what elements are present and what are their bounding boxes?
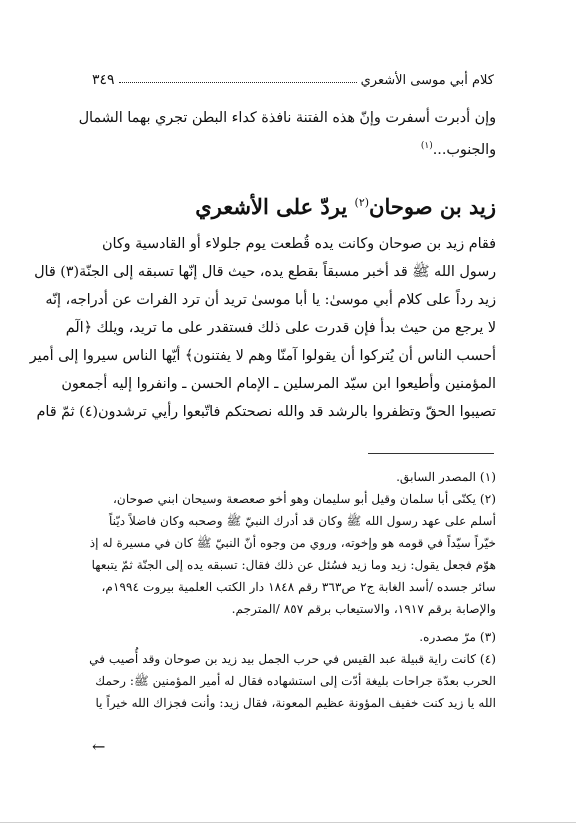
footnote-line: (٤) كانت راية قبيلة عبد القيس في حرب الجمل بيد زيد بن صوحان وقد أُصيب في (89, 652, 496, 666)
intro-line (92, 132, 496, 164)
paragraph-line: أحسب الناس أن يُتركوا أن يقولوا آمنّا وهم لا يفتنون﴾ أيّها الناس سيروا إلى أمير (29, 347, 496, 364)
dot-leader (119, 82, 357, 83)
page-number: ٣٤٩ (92, 72, 115, 88)
paragraph-line: فقام زيد بن صوحان وكانت يده قُطعت يوم جلولاء أو القادسية وكان (101, 235, 496, 252)
footnote (92, 626, 496, 648)
footnote-ref: (١) (420, 141, 433, 151)
main-text (29, 104, 496, 426)
chapter-title-part: زيد بن صوحان (369, 193, 496, 219)
footnote-line: خيّراً سيّداً في قومه هو وإخوته، وروي من وجوه أنّ النبيّ ﷺ كان في مسيرة له إذ (89, 536, 496, 550)
paragraph-line: تصيبوا الحقّ وتظفروا بالرشد قد والله نصحتكم فاتّبعوا رأيي ترشدون(٤) ثمّ قام (36, 403, 496, 420)
footnote (89, 648, 496, 714)
footnote-line: هوّم فجعل يقول: زيد وما زيد فسُئل عن ذلك فقال: تسبقه يده إلى الجنّة ثمّ يتبعها (91, 558, 496, 572)
chapter-title-part: يردّ على الأشعري (195, 193, 355, 219)
intro-line-text: والجنوب... (432, 141, 496, 158)
continuation-arrow-icon: ← (92, 737, 106, 756)
intro-line: وإن أدبرت أسفرت وإنّ هذه الفتنة نافذة كداء البطن تجري بهما الشمال (78, 110, 496, 126)
footnotes (89, 466, 496, 714)
running-head-title: كلام أبي موسى الأشعري (360, 73, 494, 88)
paragraph (29, 230, 496, 426)
paragraph-line: لا يرجع من حيث بدأ فإن قدرت على ذلك فستقدر على ما تريد، ويلك ﴿الٓم (65, 319, 496, 336)
footnote (89, 488, 496, 620)
chapter-title (92, 186, 496, 224)
footnote-line: الحرب بعدّة جراحات بليغة أدّت إلى استشهاده فقال له أمير المؤمنين ﷺ: رحمك (95, 674, 496, 688)
footnote-line: الله يا زيد كنت خفيف المؤونة عظيم المعونة، فقال زيد: وأنت فجزاك الله خيراً يا (95, 696, 496, 710)
footnote-line: (١) المصدر السابق. (396, 470, 496, 484)
page-bottom-edge (0, 822, 576, 823)
footnote-line: والإصابة برقم ١٩١٧، والاستيعاب برقم ٨٥٧ /المترجم. (231, 602, 496, 616)
running-head (92, 66, 494, 88)
footnote-separator (368, 453, 494, 454)
paragraph-line: زيد رداً على كلام أبي موسىٰ: يا أبا موسىٰ تريد أن ترد الفرات عن أدراجه، إنّه (45, 291, 496, 308)
paragraph-line: المؤمنين وأطيعوا ابن سيّد المرسلين ـ الإمام الحسن ـ وانفروا إليه أجمعون (61, 375, 496, 392)
footnote (92, 466, 496, 488)
footnote-line: (٢) يكنّى أبا سلمان وقيل أبو سليمان وهو أخو صعصعة وسيحان ابني صوحان، (112, 492, 496, 506)
footnote-line: (٣) مرّ مصدره. (419, 630, 496, 644)
footnote-ref: (٢) (354, 195, 370, 209)
paragraph-line: رسول الله ﷺ قد أخبر مسبقاً بقطع يده، حيث قال إنّها تسبقه إلى الجنّة(٣) قال (34, 263, 496, 280)
footnote-line: سائر جسده /أسد الغابة ج٢ ص٣٦٣ رقم ١٨٤٨ دار الكتب العلمية بيروت ١٩٩٤م، (101, 580, 496, 594)
footnote-line: أسلم على عهد رسول الله ﷺ وكان قد أدرك النبيّ ﷺ وصحبه وكان فاضلاً ديّناً (108, 514, 496, 528)
